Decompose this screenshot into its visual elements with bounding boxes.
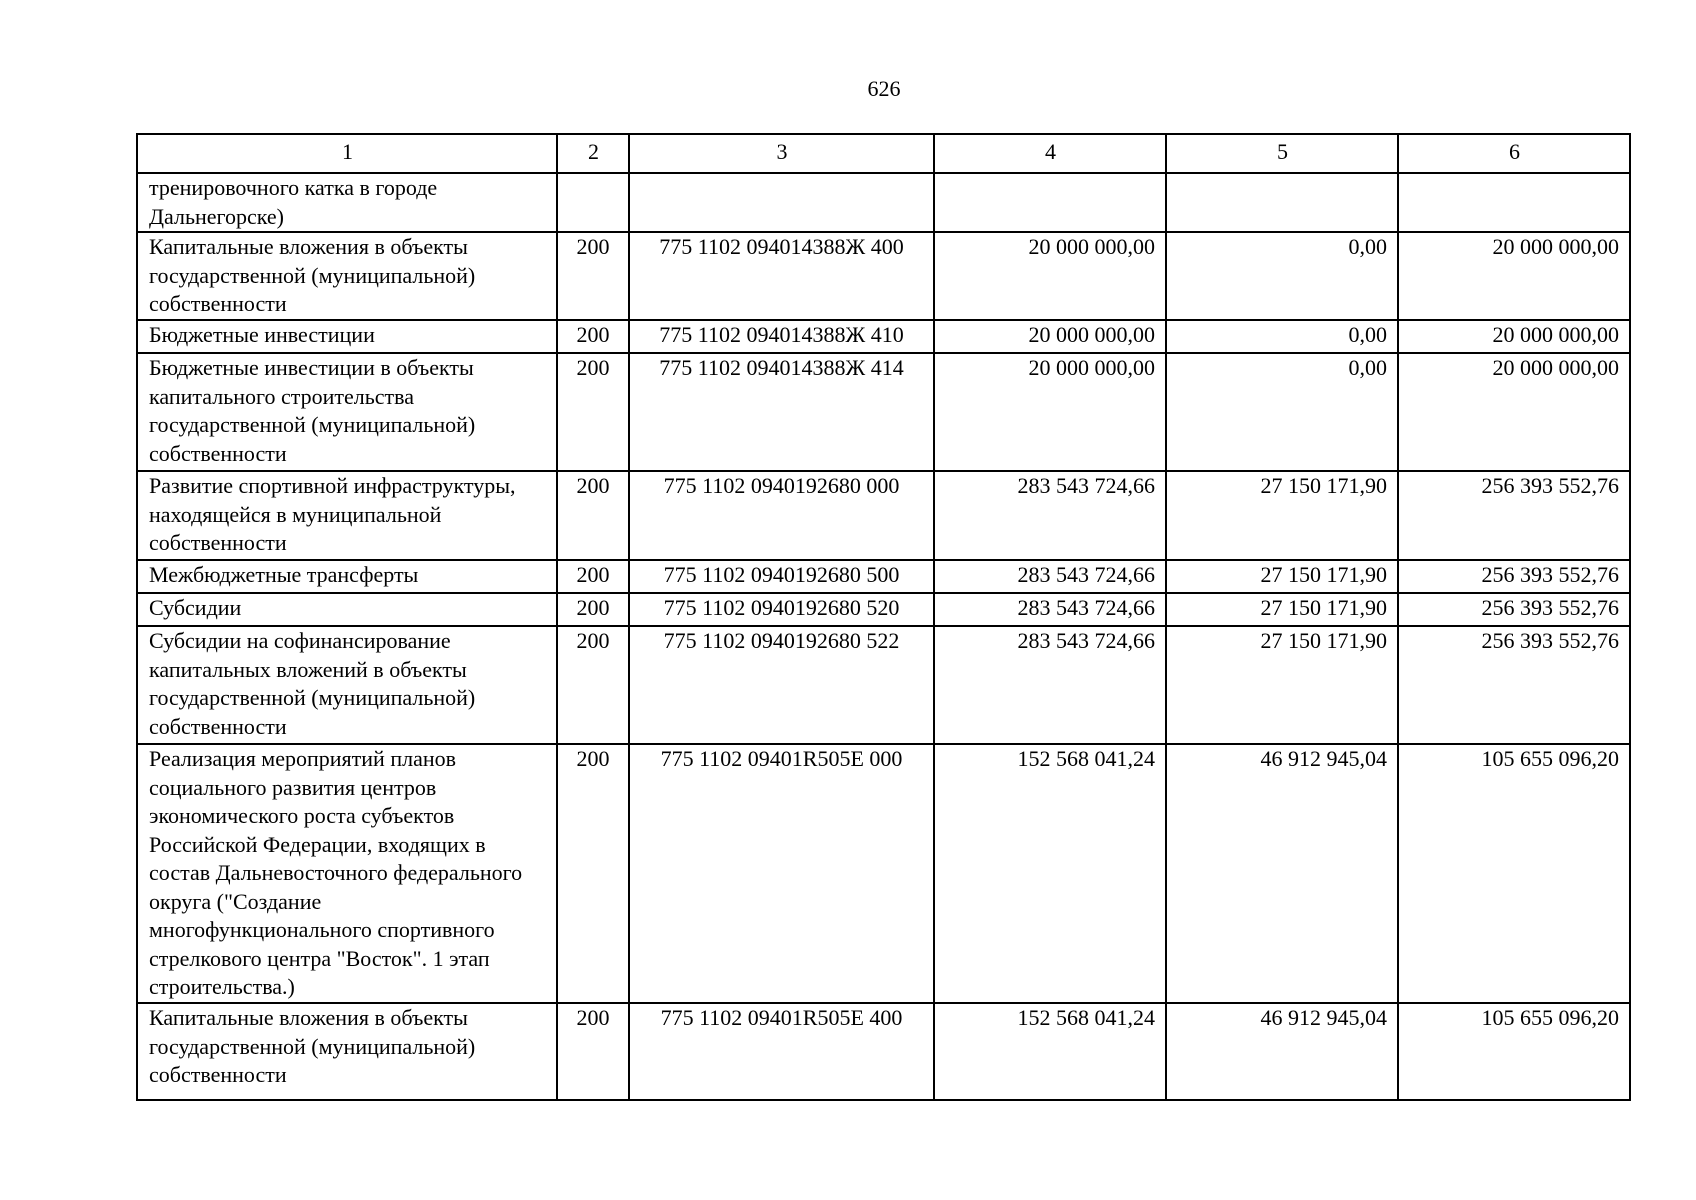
row-value-4: 20 000 000,00 — [934, 353, 1166, 471]
row-name: Бюджетные инвестиции в объекты капитального строительства государственной (муниципальной) собственности — [137, 353, 557, 471]
row-name: Субсидии — [137, 593, 557, 626]
row-classification: 775 1102 09401R505E 000 — [629, 744, 934, 1003]
row-value-5: 46 912 945,04 — [1166, 744, 1398, 1003]
header-row — [137, 134, 1630, 173]
row-value-5: 27 150 171,90 — [1166, 593, 1398, 626]
row-value-6: 20 000 000,00 — [1398, 353, 1630, 471]
row-value-6: 20 000 000,00 — [1398, 320, 1630, 353]
row-value-4: 152 568 041,24 — [934, 744, 1166, 1003]
row-value-4: 283 543 724,66 — [934, 626, 1166, 744]
row-classification: 775 1102 094014388Ж 400 — [629, 232, 934, 320]
table-row — [137, 560, 1630, 593]
header-col-3: 3 — [629, 134, 934, 173]
row-classification: 775 1102 0940192680 500 — [629, 560, 934, 593]
row-name: Капитальные вложения в объекты государственной (муниципальной) собственности — [137, 1003, 557, 1100]
header-col-1: 1 — [137, 134, 557, 173]
table-body — [137, 173, 1630, 1100]
row-classification: 775 1102 0940192680 522 — [629, 626, 934, 744]
page-number: 626 — [867, 76, 901, 101]
row-value-6: 256 393 552,76 — [1398, 626, 1630, 744]
table-row — [137, 626, 1630, 744]
table-row — [137, 593, 1630, 626]
row-value-5: 0,00 — [1166, 232, 1398, 320]
table-row — [137, 471, 1630, 560]
row-value-5: 27 150 171,90 — [1166, 560, 1398, 593]
row-code: 200 — [557, 626, 629, 744]
row-value-5: 27 150 171,90 — [1166, 471, 1398, 560]
row-name: Развитие спортивной инфраструктуры, находящейся в муниципальной собственности — [137, 471, 557, 560]
table-header — [137, 134, 1630, 173]
row-value-6: 256 393 552,76 — [1398, 560, 1630, 593]
row-value-4: 20 000 000,00 — [934, 232, 1166, 320]
row-value-4: 20 000 000,00 — [934, 320, 1166, 353]
row-value-4: 152 568 041,24 — [934, 1003, 1166, 1100]
row-code: 200 — [557, 560, 629, 593]
row-classification: 775 1102 09401R505E 400 — [629, 1003, 934, 1100]
row-code: 200 — [557, 1003, 629, 1100]
row-classification: 775 1102 0940192680 000 — [629, 471, 934, 560]
row-name: Реализация мероприятий планов социального развития центров экономического роста субъектов Российской Федерации, входящих в состав Дальневосточного федерального округа ("Создание многофункционального спортивного стрелкового центра "Восток". 1 этап строительства.) — [137, 744, 557, 1003]
header-col-2: 2 — [557, 134, 629, 173]
row-value-4 — [934, 173, 1166, 232]
row-classification: 775 1102 094014388Ж 410 — [629, 320, 934, 353]
table-row — [137, 1003, 1630, 1100]
row-code: 200 — [557, 471, 629, 560]
row-value-6: 105 655 096,20 — [1398, 1003, 1630, 1100]
row-value-5 — [1166, 173, 1398, 232]
row-code: 200 — [557, 353, 629, 471]
row-value-5: 0,00 — [1166, 320, 1398, 353]
budget-table — [136, 133, 1631, 1101]
row-name: Субсидии на софинансирование капитальных вложений в объекты государственной (муниципальной) собственности — [137, 626, 557, 744]
row-value-6 — [1398, 173, 1630, 232]
row-code: 200 — [557, 593, 629, 626]
table-row — [137, 353, 1630, 471]
row-classification: 775 1102 0940192680 520 — [629, 593, 934, 626]
row-name: Бюджетные инвестиции — [137, 320, 557, 353]
row-value-4: 283 543 724,66 — [934, 471, 1166, 560]
row-name: тренировочного катка в городе Дальнегорске) — [137, 173, 557, 232]
header-col-6: 6 — [1398, 134, 1630, 173]
header-col-4: 4 — [934, 134, 1166, 173]
row-name: Межбюджетные трансферты — [137, 560, 557, 593]
table-row — [137, 320, 1630, 353]
row-value-6: 20 000 000,00 — [1398, 232, 1630, 320]
row-classification — [629, 173, 934, 232]
row-value-4: 283 543 724,66 — [934, 560, 1166, 593]
row-value-4: 283 543 724,66 — [934, 593, 1166, 626]
row-code: 200 — [557, 320, 629, 353]
row-code: 200 — [557, 744, 629, 1003]
row-classification: 775 1102 094014388Ж 414 — [629, 353, 934, 471]
row-value-6: 105 655 096,20 — [1398, 744, 1630, 1003]
table-row — [137, 173, 1630, 232]
row-code — [557, 173, 629, 232]
header-col-5: 5 — [1166, 134, 1398, 173]
row-value-5: 0,00 — [1166, 353, 1398, 471]
row-name: Капитальные вложения в объекты государственной (муниципальной) собственности — [137, 232, 557, 320]
row-value-5: 46 912 945,04 — [1166, 1003, 1398, 1100]
table-row — [137, 232, 1630, 320]
row-value-6: 256 393 552,76 — [1398, 593, 1630, 626]
table-row — [137, 744, 1630, 1003]
row-value-5: 27 150 171,90 — [1166, 626, 1398, 744]
row-value-6: 256 393 552,76 — [1398, 471, 1630, 560]
row-code: 200 — [557, 232, 629, 320]
